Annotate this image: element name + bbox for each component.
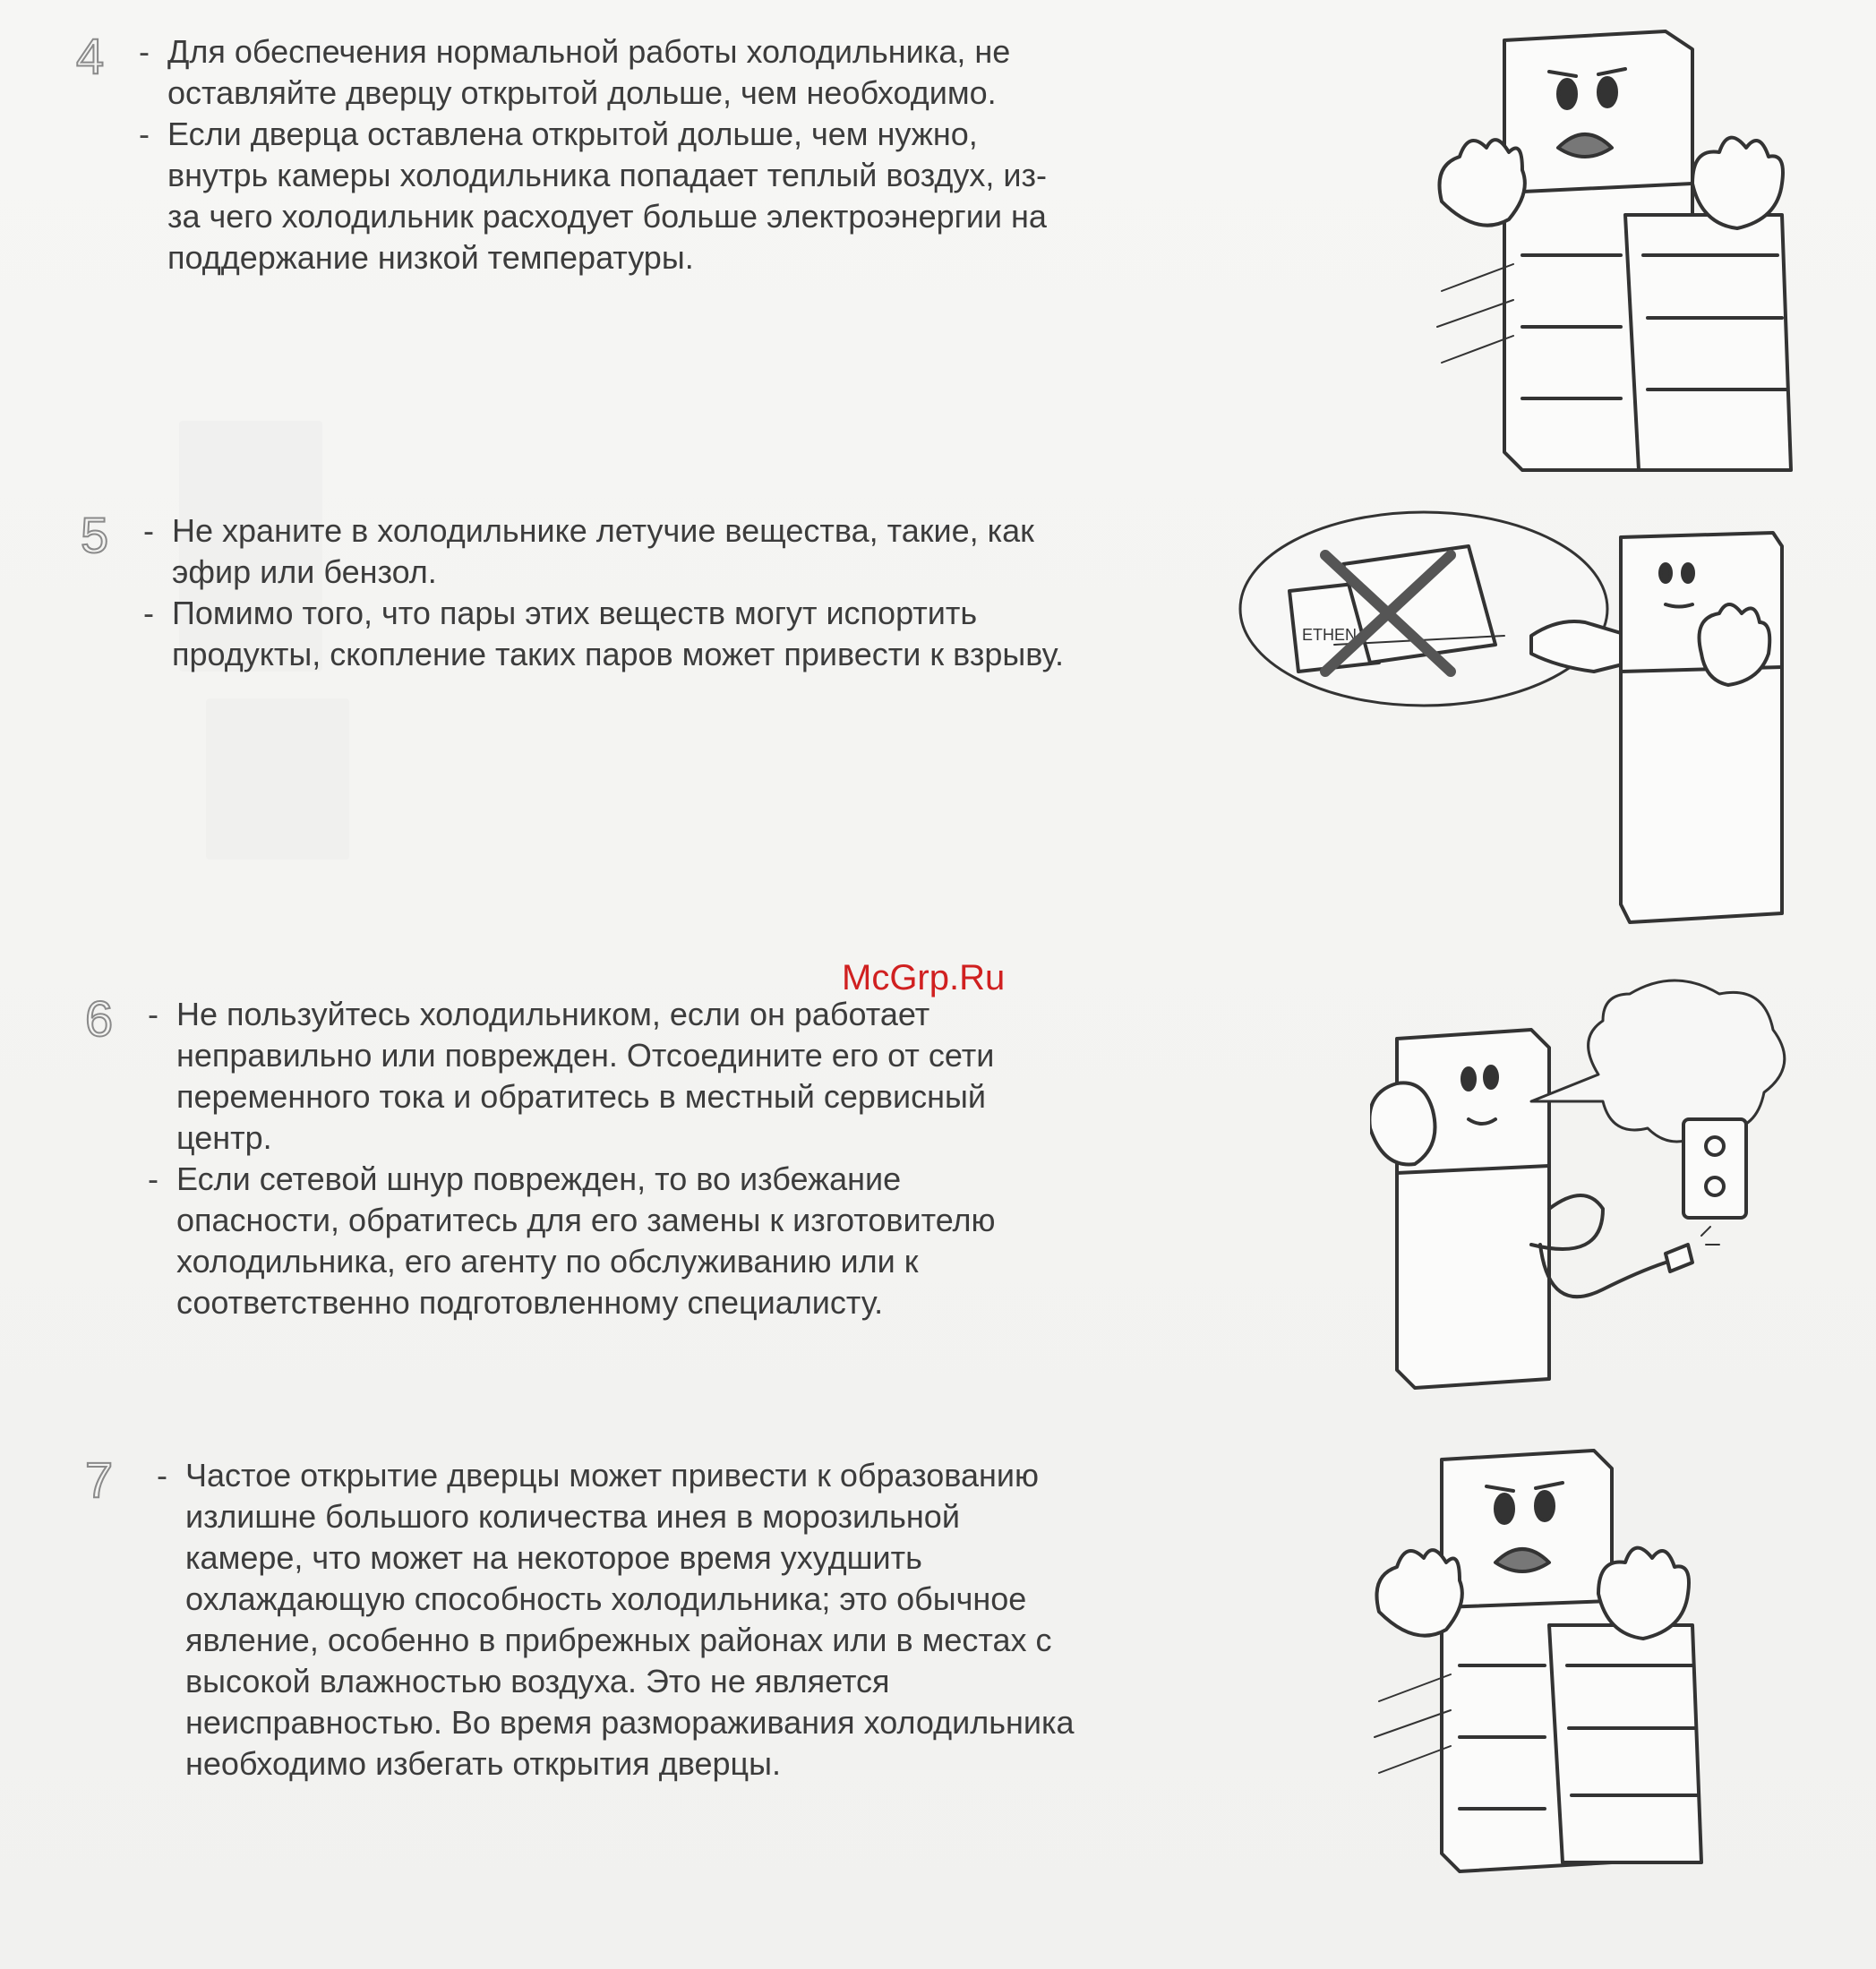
bullet-item: [143, 510, 1064, 593]
bullet-text: Частое открытие дверцы может привести к образованию излишне большого количества инея в морозильной камере, что может на некоторое время ухудшить охлаждающую способность холодильника; это обычное явление, особенно в прибрежных районах или в местах с высокой влажностью воздуха. Это не является неисправностью. Во время размораживания холодильника необходимо избегать открытия дверцы.: [185, 1457, 1075, 1782]
bullet-item: [148, 994, 996, 1159]
bullet-list: [148, 994, 996, 1323]
canister-label: ETHEN: [1302, 626, 1358, 644]
bullet-item: [143, 593, 1064, 675]
bullet-dash: -: [148, 1160, 158, 1197]
bullet-item: [157, 1455, 1075, 1785]
bullet-item: [139, 114, 1047, 278]
bullet-text: Если сетевой шнур поврежден, то во избежание опасности, обратитесь для его замены к изготовителю холодильника, его агенту по обслуживанию или к соответственно подготовленному специалисту.: [176, 1160, 996, 1321]
fridge-damaged-cord-illustration: [1370, 976, 1800, 1406]
bullet-dash: -: [139, 33, 150, 70]
section-number: 6: [85, 990, 114, 1047]
bullet-list: [143, 510, 1064, 675]
bullet-dash: -: [139, 116, 150, 152]
section-number: 5: [81, 507, 109, 563]
bullet-dash: -: [157, 1457, 167, 1494]
bullet-text: Не храните в холодильнике летучие вещества, такие, как эфир или бензол.: [172, 512, 1034, 590]
bullet-text: Если дверца оставлена открытой дольше, чем нужно, внутрь камеры холодильника попадает теплый воздух, из- за чего холодильник расходует больше электроэнергии на поддержание низкой температуры.: [167, 116, 1048, 276]
bullet-text: Помимо того, что пары этих веществ могут испортить продукты, скопление таких паров может привести к взрыву.: [172, 595, 1064, 672]
bullet-text: Для обеспечения нормальной работы холодильника, не оставляйте дверцу открытой дольше, чем необходимо.: [167, 33, 1011, 111]
bullet-item: [148, 1159, 996, 1323]
show-through-mark: [206, 698, 349, 860]
watermark: McGrp.Ru: [842, 958, 1006, 997]
bullet-text: Не пользуйтесь холодильником, если он работает неправильно или поврежден. Отсоедините его от сети переменного тока и обратитесь в местный сервисный центр.: [176, 996, 995, 1156]
bullet-dash: -: [143, 595, 154, 631]
bullet-list: [157, 1455, 1075, 1785]
worried-fridge-frost-illustration: [1370, 1442, 1755, 1880]
bullet-dash: -: [148, 996, 158, 1032]
section-number: 7: [85, 1451, 114, 1508]
bullet-item: [139, 31, 1047, 114]
bullet-dash: -: [143, 512, 154, 549]
section-number: 4: [76, 28, 105, 84]
bullet-list: [139, 31, 1047, 278]
fridge-refuses-volatile-substances-illustration: [1236, 510, 1800, 940]
worried-fridge-open-door-illustration: [1424, 22, 1809, 488]
